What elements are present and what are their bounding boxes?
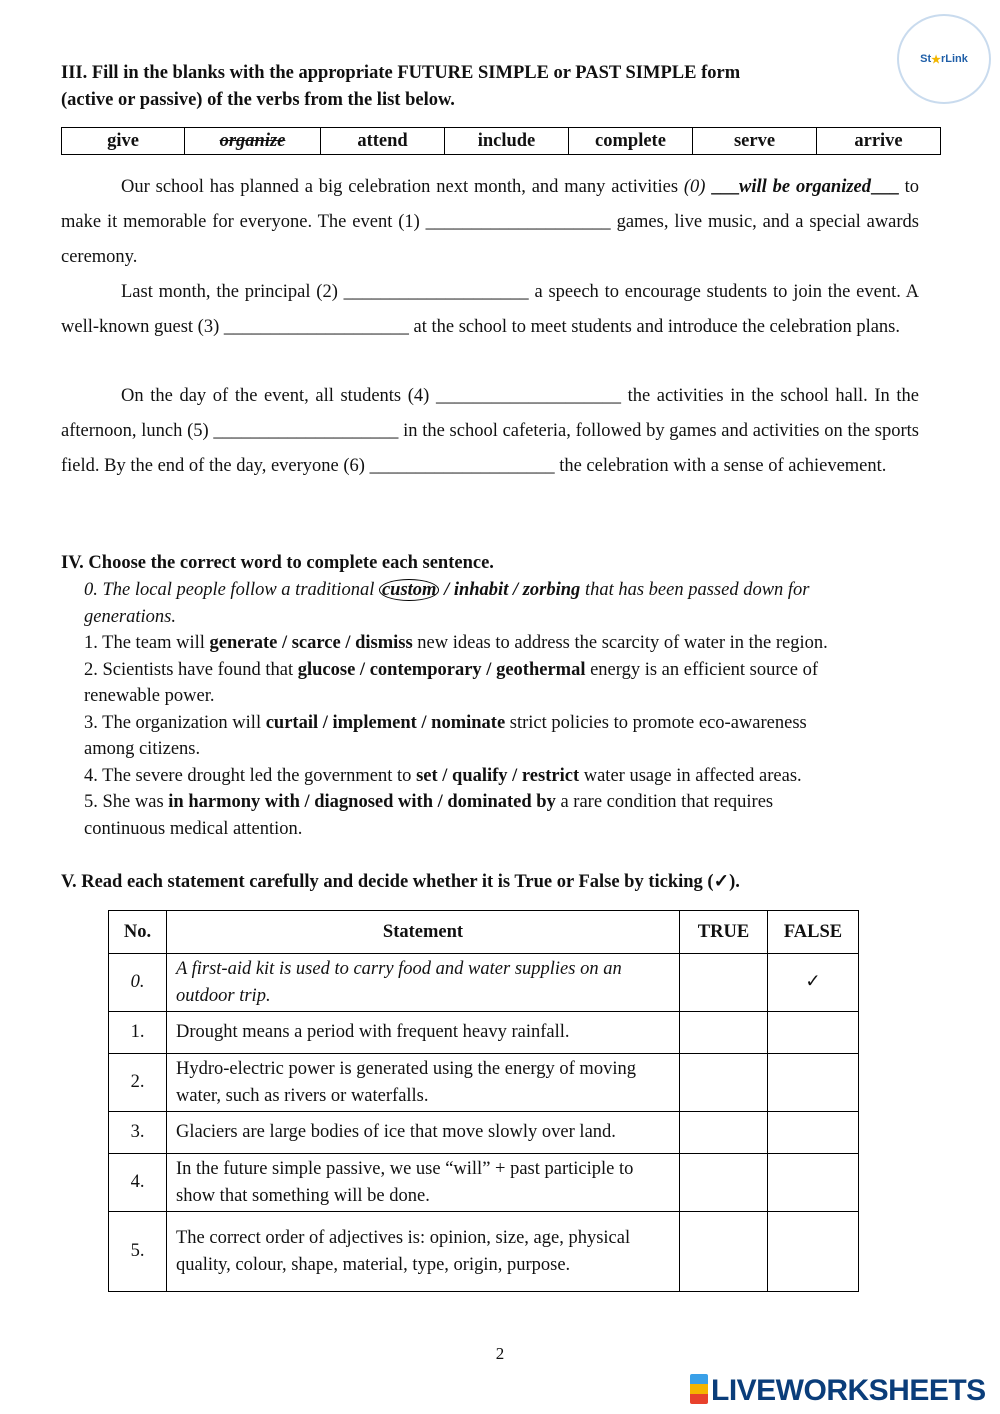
true-checkbox[interactable] — [680, 1154, 768, 1212]
header-true: TRUE — [680, 911, 768, 954]
paragraph-3: On the day of the event, all students (4) ____________________ the activities in the school hall. In the afternoon, lunch (5) ____________________ in the school cafeteria, followed by games and activities on the sports field. By the end of the day, everyone (6) ____________________ the celebration with a sense of achievement. — [61, 386, 919, 476]
question-5: 5. She was in harmony with / diagnosed with / dominated by a rare condition that requires — [84, 792, 774, 812]
table-row: 3. Glaciers are large bodies of ice that move slowly over land. — [109, 1112, 859, 1154]
starlink-logo: St ★ rLink — [897, 14, 991, 104]
header-no: No. — [109, 911, 167, 954]
false-checkbox[interactable] — [768, 1112, 859, 1154]
section-3-title: III. Fill in the blanks with the appropriate FUTURE SIMPLE or PAST SIMPLE form (active or passive) of the verbs from the list below. — [61, 63, 741, 110]
false-checkbox[interactable] — [768, 1012, 859, 1054]
section-5-title: V. Read each statement carefully and decide whether it is True or False by ticking (✓). — [61, 872, 740, 892]
liveworksheets-icon — [690, 1374, 708, 1404]
true-checkbox[interactable] — [680, 1012, 768, 1054]
paragraph-1: Our school has planned a big celebration next month, and many activities (0) ___will be organized___ to make it memorable for everyone. The event (1) ____________________ games, live music, and a special awards ceremony. — [61, 177, 920, 267]
verb-cell-used: organize — [185, 128, 321, 155]
question-3: 3. The organization will curtail / implement / nominate strict policies to promote eco-awareness — [84, 712, 807, 733]
verb-cell: include — [445, 128, 569, 155]
section-4-title: IV. Choose the correct word to complete each sentence. — [61, 553, 494, 573]
verb-cell: arrive — [817, 128, 941, 155]
question-2: 2. Scientists have found that glucose / contemporary / geothermal energy is an efficient source of — [84, 659, 819, 680]
verb-cell: complete — [569, 128, 693, 155]
paragraph-2: Last month, the principal (2) ____________________ a speech to encourage students to join the event. A well-known guest (3) ____________________ at the school to meet students and introduce the celebration plans. — [61, 282, 919, 337]
liveworksheets-watermark: LIVEWORKSHEETS — [690, 1374, 986, 1408]
true-false-table — [108, 910, 859, 1292]
false-checkbox[interactable] — [768, 1154, 859, 1212]
table-row: 2. Hydro-electric power is generated using the energy of moving water, such as rivers or waterfalls. — [109, 1054, 859, 1112]
circled-answer: custom — [379, 579, 439, 601]
question-0: 0. The local people follow a traditional custom / inhabit / zorbing that has been passed down for — [84, 580, 810, 600]
true-checkbox[interactable] — [680, 1112, 768, 1154]
table-row: 0. A first-aid kit is used to carry food and water supplies on an outdoor trip. ✓ — [109, 954, 859, 1012]
verb-list-table — [61, 127, 941, 155]
true-checkbox[interactable] — [680, 954, 768, 1012]
true-checkbox[interactable] — [680, 1054, 768, 1112]
table-row: 1. Drought means a period with frequent heavy rainfall. — [109, 1012, 859, 1054]
verb-cell: attend — [321, 128, 445, 155]
false-checkbox[interactable]: ✓ — [768, 954, 859, 1012]
header-false: FALSE — [768, 911, 859, 954]
header-statement: Statement — [167, 911, 680, 954]
example-answer: will be organized — [739, 177, 872, 197]
question-1: 1. The team will generate / scarce / dismiss new ideas to address the scarcity of water in the region. — [84, 633, 828, 653]
false-checkbox[interactable] — [768, 1054, 859, 1112]
table-row: 4. In the future simple passive, we use “will” + past participle to show that something will be done. — [109, 1154, 859, 1212]
choice-questions: 0. The local people follow a traditional custom / inhabit / zorbing that has been passed down for generations. 1. The team will generate / scarce / dismiss new ideas to address the scarcity of water in the region. 2. Scientists have found that glucose / contemporary / geothermal energy is an efficient source of renewable power. 3. The organization will curtail / implement / nominate strict policies to promote eco-awareness among citizens. 4. The severe drought led the government to set / qualify / restrict water usage in affected areas. 5. She was in harmony with / diagnosed with / dominated by a rare condition that requires continuous medical attention. — [84, 577, 914, 842]
false-checkbox[interactable] — [768, 1212, 859, 1292]
verb-cell: give — [62, 128, 185, 155]
page-number: 2 — [495, 1344, 505, 1363]
true-checkbox[interactable] — [680, 1212, 768, 1292]
table-row: 5. The correct order of adjectives is: opinion, size, age, physical quality, colour, shape, material, type, origin, purpose. — [109, 1212, 859, 1292]
verb-cell: serve — [693, 128, 817, 155]
question-4: 4. The severe drought led the government to set / qualify / restrict water usage in affected areas. — [84, 765, 802, 786]
